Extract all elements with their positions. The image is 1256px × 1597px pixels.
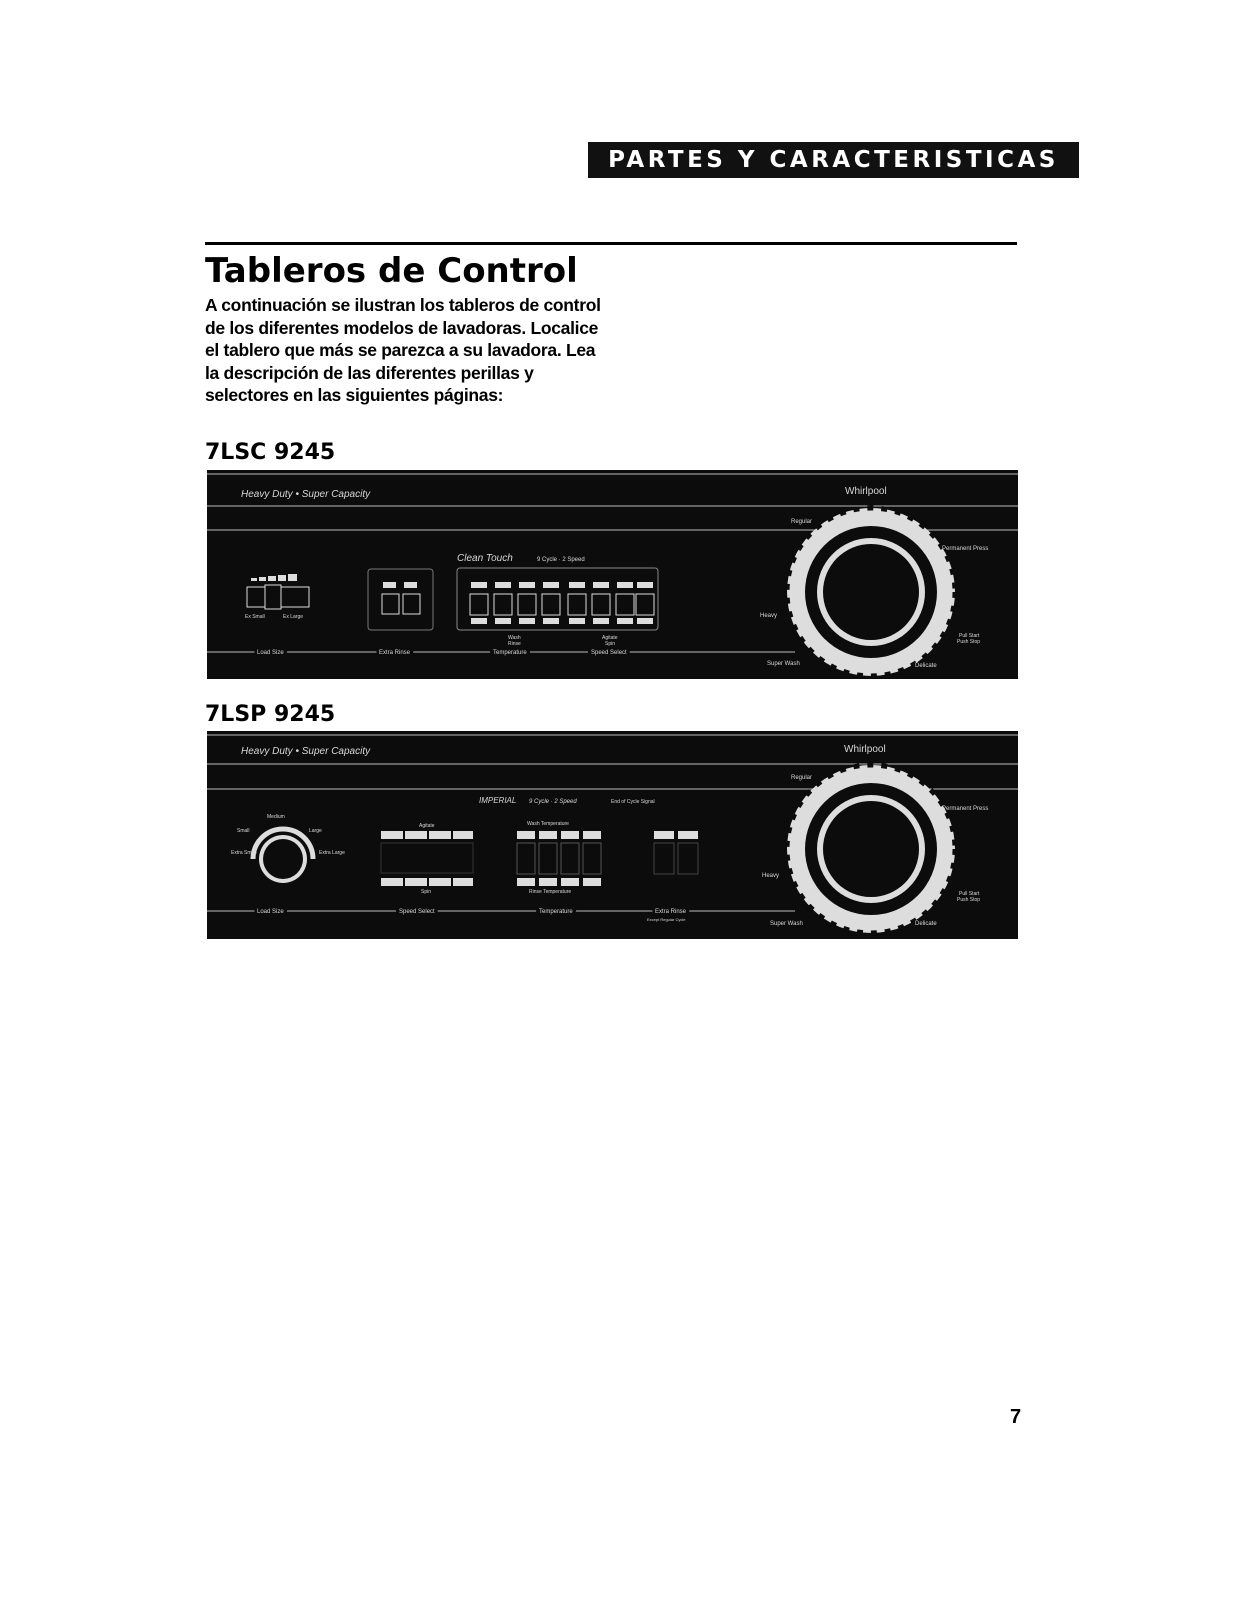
cycle-info: 9 Cycle · 2 Speed [529, 799, 577, 805]
control-panel-7lsp-drawing [207, 731, 1018, 939]
rinse-temperature-label: Rinse Temperature [529, 889, 572, 895]
pull-start-label: Pull Start [959, 891, 980, 897]
speed-select-label: Speed Select [399, 909, 435, 915]
extra-rinse-buttons[interactable] [368, 569, 433, 630]
series-name: Clean Touch [457, 553, 513, 564]
title-rule [205, 242, 1017, 245]
medium-label: Medium [267, 814, 285, 820]
extra-small-label: Extra Small [231, 850, 257, 856]
agitate-label: Agitate [602, 635, 618, 641]
pull-start-label: Pull Start [959, 633, 980, 639]
temperature-speed-keypad[interactable] [457, 568, 658, 630]
speed-select-buttons[interactable] [381, 831, 473, 886]
super-wash-label: Super Wash [770, 921, 803, 927]
series-name: IMPERIAL [479, 796, 517, 805]
ex-large-label: Ex Large [283, 614, 304, 620]
intro-paragraph: A continuación se ilustran los tableros de control de los diferentes modelos de lavadoras. Localice el tablero que más se parezca a su lavadora. Lea la descripción de las diferentes perillas y selectores en las siguientes páginas: [205, 295, 601, 405]
agitate-label: Agitate [419, 823, 435, 829]
heavy-label: Heavy [760, 613, 778, 619]
extra-rinse-label: Extra Rinse [655, 909, 687, 915]
extra-rinse-label: Extra Rinse [379, 650, 411, 656]
tagline: Heavy Duty • Super Capacity [241, 489, 371, 500]
control-panel-7lsc-drawing [207, 470, 1018, 679]
speed-select-label: Speed Select [591, 650, 627, 656]
wash-label: Wash [508, 635, 521, 641]
cycle-info: 9 Cycle · 2 Speed [537, 557, 585, 563]
rinse-label: Rinse [508, 641, 521, 647]
extra-rinse-sub-label: Except Regular Cycle [647, 917, 686, 922]
push-stop-label: Push Stop [957, 897, 981, 903]
load-size-label: Load Size [257, 650, 284, 656]
heavy-label: Heavy [762, 873, 780, 879]
brand-logo: Whirlpool [844, 744, 886, 755]
spin-label: Spin [605, 641, 616, 647]
cycle-dial[interactable] [787, 508, 955, 676]
control-panel-7lsc [207, 470, 1018, 679]
page-title: Tableros de Control [205, 251, 578, 291]
temperature-label: Temperature [493, 650, 527, 656]
extra-large-label: Extra Large [319, 850, 345, 856]
page-number: 7 [1010, 1406, 1022, 1428]
load-size-slider[interactable] [247, 574, 309, 609]
push-stop-label: Push Stop [957, 639, 981, 645]
load-size-label: Load Size [257, 909, 284, 915]
super-wash-label: Super Wash [767, 661, 800, 667]
section-banner: PARTES Y CARACTERISTICAS [588, 142, 1079, 178]
temperature-label: Temperature [539, 909, 573, 915]
regular-label: Regular [791, 775, 813, 781]
small-label: Small [237, 828, 250, 834]
model-label-7lsc: 7LSC 9245 [205, 440, 336, 465]
delicate-label: Delicate [915, 663, 937, 669]
control-panel-7lsp [207, 731, 1018, 939]
permanent-press-label: Permanent Press [942, 806, 989, 812]
spin-label: Spin [421, 889, 432, 895]
model-label-7lsp: 7LSP 9245 [205, 702, 336, 727]
temperature-buttons[interactable] [517, 831, 601, 886]
brand-logo: Whirlpool [845, 486, 887, 497]
wash-temperature-label: Wash Temperature [527, 821, 569, 827]
end-signal-label: End of Cycle Signal [611, 799, 655, 805]
large-label: Large [309, 828, 322, 834]
regular-label: Regular [791, 519, 813, 525]
cycle-dial[interactable] [787, 765, 955, 933]
permanent-press-label: Permanent Press [942, 546, 989, 552]
extra-rinse-buttons[interactable] [654, 831, 698, 874]
ex-small-label: Ex Small [245, 614, 265, 620]
load-size-knob[interactable] [253, 829, 313, 883]
delicate-label: Delicate [915, 921, 937, 927]
tagline: Heavy Duty • Super Capacity [241, 746, 371, 757]
